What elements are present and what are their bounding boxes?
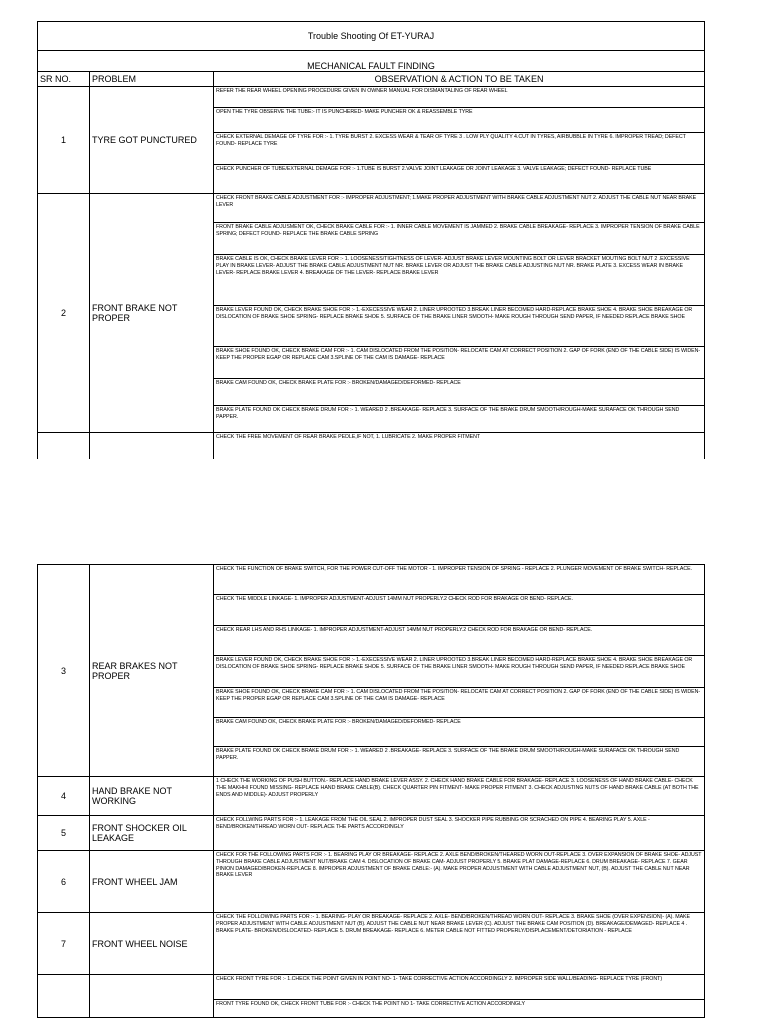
table-header [38,72,705,87]
observation-cell: BRAKE SHOE FOUND OK, CHECK BRAKE CAM FOR :- 1. CAM DISLOCATED FROM THE POSITION- RELOCATE CAM AT CORRECT POSITION 2. GAP OF FORK (END OF THE CABLE SIDE) IS WIDEN- KEEP THE PROPER EGAP OR REPLACE CAM 3.SPLINE OF THE CAM IS DAMAGE- REPLACE [214,347,705,379]
sr-number: 6 [38,851,90,913]
sr-number: 5 [38,816,90,851]
observation-cell: BRAKE CAM FOUND OK, CHECK BRAKE PLATE FOR :- BROKEN/DAMAGED/DEFORMED- REPLACE [214,379,705,406]
problem-cell: FRONT WHEEL NOISE [90,913,214,975]
fault-table-part-2 [37,564,705,1018]
observation-cell: CHECK THE MIDDLE LINKAGE- 1. IMPROPER ADJUSTMENT-ADJUST 14MM NUT PROPERLY.2 CHECK ROD FOR BRAKAGE OR BEND- REPLACE. [214,595,705,626]
observation-cell: CHECK PUNCHER OF TUBE/EXTERNAL DEMAGE FOR :- 1.TUBE IS BURST 2.VALVE JOINT LEAKAGE OR JOINT LEAKAGE 3. VALVE LEAKAGE; DEFECT FOUND- REPLACE TUBE [214,165,705,194]
observation-cell: CHECK THE FOLLOWING PARTS FOR :- 1. BEARING- PLAY OR BREAKAGE- REPLACE 2. AXLE- BEND/BROKEN/THREAD WORN OUT- REPLACE 3. BRAKE SHOE (OVER EXPENSION)- (A). MAKE PROPER ADJUSTMENT WITH CABLE ADJUSTMENT NUT (B). ADJUST THE CABLE NUT NEAR BRAKE LEVER (C). ADJUST THE BRAKE CAM POSITION (D). BREAKAGE/DEMAGED- REPLACE 4 . BRAKE PLATE- BROKEN/DISLOCATED- REPLACE 5. DRUM BREAKAGE- REPLACE 6. METER CABLE NOT FITTED PROPERLY/DISPLACEMENT/DETORIATION - REPLACE [214,913,705,975]
observation-cell: CHECK THE FREE MOVEMENT OF REAR BRAKE PEDLE,IF NOT, 1. LUBRICATE 2. MAKE PROPER FITMENT [214,433,705,460]
sr-number [38,975,90,1018]
problem-cell: FRONT WHEEL JAM [90,851,214,913]
table-row [38,565,705,595]
table-row [38,777,705,816]
observation-cell: 1 CHECK THE WORKING OF PUSH BUTTON.- REPLACE HAND BRAKE LEVER ASSY. 2. CHECK HAND BRAKE CABLE FOR BRAKAGE- REPLACE 3. LOOSENESS OF HAND BRAKE CABLE- CHECK THE MAKHHI FOUND MISSING- REPLACE HAND BRAKE CABLE(B). CHECK QUARTER PIN FITMENT- MAKE PROPER FITMENT 3. CHECK ADJUSTING NUTS OF HAND BRAKE CABLE (AT BOTH THE ENDS AND MIDDLE)- ADJUST PROPERLY [214,777,705,816]
document-title: Trouble Shooting Of ET-YURAJ [38,22,705,51]
sr-number: 1 [38,87,90,194]
problem-cell: FRONT SHOCKER OIL LEAKAGE [90,816,214,851]
sr-number: 3 [38,565,90,777]
sr-number: 2 [38,194,90,433]
table-row [38,975,705,1000]
table-row [38,87,705,108]
header-problem: PROBLEM [90,72,214,87]
observation-cell: CHECK FOLLWING PARTS FOR :- 1. LEAKAGE FROM THE OIL SEAL 2. IMPROPER DUST SEAL 3. SHOCKER PIPE RUBBING OR SCRACHED ON PIPE 4. BEARING PLAY 5. AXLE - BEND/BROKEN/THREAD WORN OUT- REPLACE THE PARTS ACCORDINGLY [214,816,705,851]
header-sr: SR NO. [38,72,90,87]
problem-cell: HAND BRAKE NOT WORKING [90,777,214,816]
observation-cell: BRAKE PLATE FOUND OK CHECK BRAKE DRUM FOR :- 1. WEARED 2 .BREAKAGE- REPLACE 3. SURFACE OF THE BRAKE DRUM SMOOTH/ROUGH-MAKE SURAFACE OK THROUGH SEND PAPPER. [214,406,705,433]
observation-cell: BRAKE CAM FOUND OK, CHECK BRAKE PLATE FOR :- BROKEN/DAMAGED/DEFORMED- REPLACE [214,718,705,747]
problem-cell: FRONT BRAKE NOT PROPER [90,194,214,433]
observation-cell: BRAKE PLATE FOUND OK CHECK BRAKE DRUM FOR :- 1. WEARED 2 .BREAKAGE- REPLACE 3. SURFACE OF THE BRAKE DRUM SMOOTH/ROUGH-MAKE SURAFACE OK THROUGH SEND PAPPER. [214,747,705,777]
observation-cell: CHECK FRONT BRAKE CABLE ADJUSTMENT FOR :- IMPROPER ADJUSTMENT; 1.MAKE PROPER ADJUSTMENT WITH BRAKE CABLE ADJUSTMENT NUT 2. ADJUST THE CABLE NUT NEAR BRAKE LEVER [214,194,705,223]
table-row [38,851,705,913]
fault-table-part-1 [37,21,705,459]
observation-cell: BRAKE CABLE IS OK, CHECK BRAKE LEVER FOR :- 1. LOOSENESS/TIGHTNESS OF LEVER- ADJUST BRAKE LEVER MOUNTING BOLT OR LEVER BRACKET MOUTING BOLT NUT 2 .EXCESSIVE PLAY IN BRAKE LEVER- ADJUST THE BRAKE CABLE ADJUSTMENT NUT NR. BRAKE LEVER OR ADJUST THE BRAKE CABLE ADJUSTING NUT NR. BRAKE PLATE 3. EXCESS WEAR IN BRAKE LEVER- REPLACE BRAKE LEVER 4. BREAKAGE OF THE LEVER- REPLACE BRAKE LEVER [214,255,705,306]
header-observation: OBSERVATION & ACTION TO BE TAKEN [214,72,705,87]
observation-cell: FRONT BRAKE CABLE ADJUSMENT OK, CHECK BRAKE CABLE FOR :- 1. INNER CABLE MOVEMENT IS JAMMED 2. BRAKE CABLE BREAKAGE- REPLACE 3. IMPROPER TENSION OF BRAKE CABLE SPRING; DEFECT FOUND- REPLACE THE BRAKE CABLE SPRING [214,223,705,255]
observation-cell: CHECK FOR THE FOLLOWING PARTS FOR :- 1. BEARING PLAY OR BREAKAGE- REPLACE 2. AXLE BEND/BROKEN/THEARED WORN OUT-REPLACE 3. OVER EXPANSION OF BRAKE SHOE- ADJUST THROUGH BRAKE CABLE ADJUSTMENT NUT/BRAKE CAM 4. DISLOCATION OF BRAKE CAM- ADJUST PROPERLY 5. BRAKE PLAT DAMAGE-REPLACE 6. DRUM BREAKAGE- REPLACE 7. GEAR PINION DAMAGED/BROKEN-REPLACE 8. IMPROPER ADJUSTMENT OF BRAKE CABLE:- (A). MAKE PROPER ADJUSTMENT WITH CABLE ADJUSTMENT NUT, (B). ADJUST THE CABLE NUT NEAR BRAKE LEVER [214,851,705,913]
section-title: MECHANICAL FAULT FINDING [38,51,705,72]
observation-cell: CHECK EXTERNAL DEMAGE OF TYRE FOR :- 1. TYRE BURST 2. EXCESS WEAR & TEAR OF TYRE 3 . LOW PLY QUALITY 4.CUT IN TYRES, AIRBUBBLE IN TYRE 6. IMPROPER TREAD; DEFECT FOUND- REPLACE TYRE [214,133,705,165]
table-row [38,913,705,975]
sr-number: 4 [38,777,90,816]
observation-cell: CHECK THE FUNCTION OF BRAKE SWITCH, FOR THE POWER CUT-OFF THE MOTOR - 1. IMPROPER TENSION OF SPRING - REPLACE 2. PLUNGER MOVEMENT OF BRAKE SWITCH- REPLACE. [214,565,705,595]
problem-cell: TYRE GOT PUNCTURED [90,87,214,194]
observation-cell: CHECK REAR LHS AND RHS LINKAGE- 1. IMPROPER ADJUSTMENT-ADJUST 14MM NUT PROPERLY.2 CHECK ROD FOR BRAKAGE OR BEND- REPLACE. [214,626,705,656]
observation-cell: REFER THE REAR WHEEL OPENING PROCEDURE GIVEN IN OWNER MANUAL FOR DISMANTALING OF REAR WHEEL [214,87,705,108]
observation-cell: BRAKE LEVER FOUND OK, CHECK BRAKE SHOE FOR :- 1.-EXECESSIVE WEAR 2. LINER UPROOTED 3.BREAK LINER BECOMED HARD-REPLACE BRAKE SHOE 4. BRAKE SHOE BREAKAGE OR DISLOCATION OF BRAKE SHOE SPRING- REPLACE BRAKE SHOE 5. SURFACE OF THE BRAKE LINER SMOOTH- MAKE ROUGH THROUGH SEND PAPER, IF NEEDED REPLACE BRAKE SHOE [214,656,705,688]
problem-cell [90,975,214,1018]
sr-number: 7 [38,913,90,975]
observation-cell: OPEN THE TYRE OBSERVE THE TUBE:- IT IS PUNCHERED- MAKE PUNCHER OK & REASSEMBLE TYRE [214,108,705,133]
table-row [38,194,705,223]
table-row [38,816,705,851]
problem-cell: REAR BRAKES NOT PROPER [90,565,214,777]
observation-cell: BRAKE LEVER FOUND OK, CHECK BRAKE SHOE FOR :- 1.-EXECESSIVE WEAR 2. LINER UPROOTED 3.BREAK LINER BECOMED HARD-REPLACE BRAKE SHOE 4. BRAKE SHOE BREAKAGE OR DISLOCATION OF BRAKE SHOE SPRING- REPLACE BRAKE SHOE 5. SURFACE OF THE BRAKE LINER SMOOTH- MAKE ROUGH THROUGH SEND PAPER, IF NEEDED REPLACE BRAKE SHOE [214,306,705,347]
observation-cell: FRONT TYRE FOUND OK, CHECK FRONT TUBE FOR :- CHECK THE POINT NO 1- TAKE CORRECTIVE ACTION ACCORDINGLY [214,1000,705,1018]
observation-cell: CHECK FRONT TYRE FOR :- 1.CHECK THE POINT GIVEN IN POINT NO- 1- TAKE CORRECTIVE ACTION ACCORDINGLY 2. IMPROPER SIDE WALL/BEADING- REPLACE TYRE (FRONT) [214,975,705,1000]
table-row [38,433,705,460]
observation-cell: BRAKE SHOE FOUND OK, CHECK BRAKE CAM FOR :- 1. CAM DISLOCATED FROM THE POSITION- RELOCATE CAM AT CORRECT POSITION 2. GAP OF FORK (END OF THE CABLE SIDE) IS WIDEN- KEEP THE PROPER EGAP OR REPLACE CAM 3.SPLINE OF THE CAM IS DAMAGE- REPLACE [214,688,705,718]
